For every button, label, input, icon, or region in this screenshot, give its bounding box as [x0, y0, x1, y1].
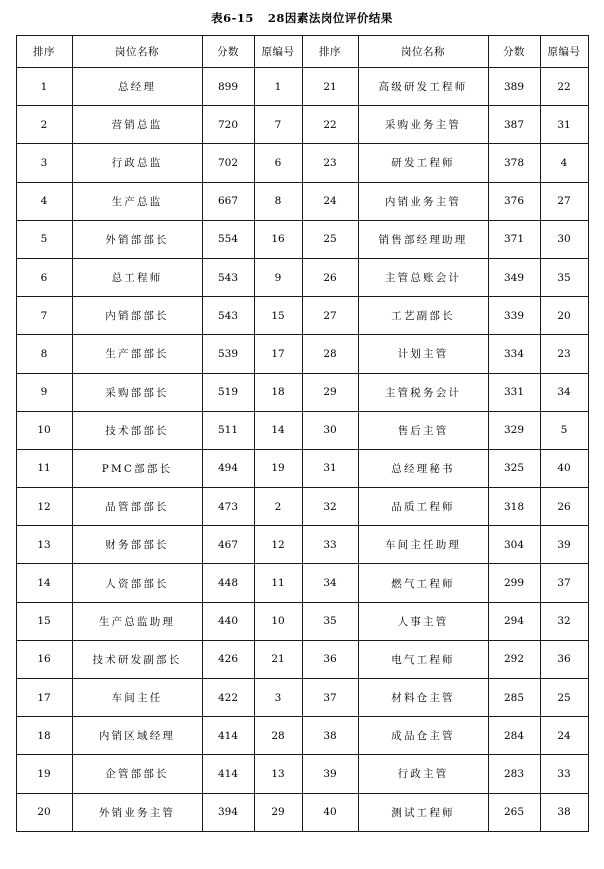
cell-origid-right: 30 — [540, 220, 588, 258]
cell-rank-right: 38 — [302, 717, 358, 755]
cell-score-left: 720 — [202, 106, 254, 144]
cell-rank-left: 20 — [16, 793, 72, 831]
cell-score-right: 349 — [488, 258, 540, 296]
cell-position-right: 内销业务主管 — [358, 182, 488, 220]
cell-origid-left: 29 — [254, 793, 302, 831]
evaluation-table — [16, 35, 589, 832]
cell-score-right: 318 — [488, 488, 540, 526]
cell-rank-left: 2 — [16, 106, 72, 144]
cell-position-right: 售后主管 — [358, 411, 488, 449]
cell-origid-right: 31 — [540, 106, 588, 144]
cell-origid-left: 19 — [254, 449, 302, 487]
cell-origid-left: 12 — [254, 526, 302, 564]
cell-score-right: 292 — [488, 640, 540, 678]
cell-position-right: 工艺副部长 — [358, 297, 488, 335]
cell-rank-right: 27 — [302, 297, 358, 335]
cell-position-left: 技术部部长 — [72, 411, 202, 449]
cell-origid-left: 6 — [254, 144, 302, 182]
cell-score-right: 378 — [488, 144, 540, 182]
table-row — [16, 526, 588, 564]
cell-rank-right: 32 — [302, 488, 358, 526]
cell-position-left: 人资部部长 — [72, 564, 202, 602]
cell-score-left: 414 — [202, 717, 254, 755]
cell-origid-left: 9 — [254, 258, 302, 296]
cell-position-left: 生产部部长 — [72, 335, 202, 373]
cell-position-right: 采购业务主管 — [358, 106, 488, 144]
table-number: 表6-15 — [211, 11, 254, 25]
cell-position-right: 研发工程师 — [358, 144, 488, 182]
cell-origid-right: 38 — [540, 793, 588, 831]
cell-score-left: 511 — [202, 411, 254, 449]
column-header-score-left: 分数 — [202, 36, 254, 68]
cell-score-left: 473 — [202, 488, 254, 526]
cell-origid-left: 7 — [254, 106, 302, 144]
table-row — [16, 411, 588, 449]
cell-origid-right: 4 — [540, 144, 588, 182]
cell-origid-left: 11 — [254, 564, 302, 602]
cell-position-right: 人事主管 — [358, 602, 488, 640]
cell-rank-right: 25 — [302, 220, 358, 258]
cell-score-right: 331 — [488, 373, 540, 411]
cell-rank-right: 23 — [302, 144, 358, 182]
cell-rank-left: 4 — [16, 182, 72, 220]
cell-rank-left: 7 — [16, 297, 72, 335]
cell-position-right: 材料仓主管 — [358, 679, 488, 717]
cell-score-left: 519 — [202, 373, 254, 411]
table-row — [16, 335, 588, 373]
cell-origid-right: 22 — [540, 68, 588, 106]
cell-rank-right: 40 — [302, 793, 358, 831]
cell-position-left: PMC部部长 — [72, 449, 202, 487]
cell-position-left: 内销区域经理 — [72, 717, 202, 755]
column-header-score-right: 分数 — [488, 36, 540, 68]
cell-rank-left: 19 — [16, 755, 72, 793]
cell-position-left: 外销部部长 — [72, 220, 202, 258]
cell-score-right: 283 — [488, 755, 540, 793]
cell-position-right: 计划主管 — [358, 335, 488, 373]
column-header-origid-right: 原编号 — [540, 36, 588, 68]
cell-rank-right: 39 — [302, 755, 358, 793]
table-row — [16, 640, 588, 678]
cell-origid-left: 17 — [254, 335, 302, 373]
cell-rank-left: 1 — [16, 68, 72, 106]
cell-position-left: 生产总监助理 — [72, 602, 202, 640]
cell-score-right: 265 — [488, 793, 540, 831]
column-header-rank-right: 排序 — [302, 36, 358, 68]
table-row — [16, 373, 588, 411]
cell-origid-left: 2 — [254, 488, 302, 526]
cell-origid-right: 25 — [540, 679, 588, 717]
table-row — [16, 220, 588, 258]
cell-origid-right: 26 — [540, 488, 588, 526]
cell-rank-left: 17 — [16, 679, 72, 717]
column-header-origid-left: 原编号 — [254, 36, 302, 68]
cell-origid-left: 18 — [254, 373, 302, 411]
cell-position-right: 成品仓主管 — [358, 717, 488, 755]
cell-rank-left: 14 — [16, 564, 72, 602]
cell-score-left: 539 — [202, 335, 254, 373]
table-header-row — [16, 36, 588, 68]
cell-origid-right: 37 — [540, 564, 588, 602]
cell-score-left: 422 — [202, 679, 254, 717]
cell-position-right: 主管总账会计 — [358, 258, 488, 296]
cell-position-left: 采购部部长 — [72, 373, 202, 411]
cell-score-right: 325 — [488, 449, 540, 487]
cell-rank-left: 6 — [16, 258, 72, 296]
cell-position-left: 行政总监 — [72, 144, 202, 182]
cell-position-right: 测试工程师 — [358, 793, 488, 831]
cell-position-right: 销售部经理助理 — [358, 220, 488, 258]
cell-position-right: 车间主任助理 — [358, 526, 488, 564]
cell-origid-right: 23 — [540, 335, 588, 373]
cell-score-right: 334 — [488, 335, 540, 373]
cell-rank-right: 28 — [302, 335, 358, 373]
cell-score-left: 554 — [202, 220, 254, 258]
cell-score-left: 543 — [202, 258, 254, 296]
cell-score-left: 494 — [202, 449, 254, 487]
cell-position-left: 技术研发副部长 — [72, 640, 202, 678]
cell-position-left: 外销业务主管 — [72, 793, 202, 831]
cell-position-right: 品质工程师 — [358, 488, 488, 526]
table-caption — [0, 0, 604, 35]
table-row — [16, 679, 588, 717]
cell-rank-right: 37 — [302, 679, 358, 717]
cell-rank-left: 3 — [16, 144, 72, 182]
cell-position-right: 总经理秘书 — [358, 449, 488, 487]
table-row — [16, 717, 588, 755]
cell-origid-right: 32 — [540, 602, 588, 640]
cell-score-left: 414 — [202, 755, 254, 793]
cell-origid-right: 33 — [540, 755, 588, 793]
cell-rank-right: 29 — [302, 373, 358, 411]
cell-rank-left: 9 — [16, 373, 72, 411]
cell-origid-left: 8 — [254, 182, 302, 220]
cell-position-left: 品管部部长 — [72, 488, 202, 526]
cell-origid-left: 15 — [254, 297, 302, 335]
cell-origid-right: 39 — [540, 526, 588, 564]
cell-rank-left: 10 — [16, 411, 72, 449]
cell-rank-left: 12 — [16, 488, 72, 526]
cell-score-left: 899 — [202, 68, 254, 106]
cell-rank-left: 11 — [16, 449, 72, 487]
cell-rank-left: 8 — [16, 335, 72, 373]
cell-score-left: 702 — [202, 144, 254, 182]
cell-score-right: 304 — [488, 526, 540, 564]
table-row — [16, 106, 588, 144]
table-row — [16, 144, 588, 182]
cell-rank-right: 22 — [302, 106, 358, 144]
cell-position-right: 主管税务会计 — [358, 373, 488, 411]
table-row — [16, 488, 588, 526]
cell-position-right: 电气工程师 — [358, 640, 488, 678]
cell-origid-right: 40 — [540, 449, 588, 487]
cell-origid-right: 20 — [540, 297, 588, 335]
cell-score-right: 339 — [488, 297, 540, 335]
cell-origid-right: 27 — [540, 182, 588, 220]
cell-position-left: 车间主任 — [72, 679, 202, 717]
cell-score-left: 426 — [202, 640, 254, 678]
cell-origid-right: 34 — [540, 373, 588, 411]
cell-score-left: 543 — [202, 297, 254, 335]
cell-position-left: 营销总监 — [72, 106, 202, 144]
cell-score-right: 389 — [488, 68, 540, 106]
table-row — [16, 258, 588, 296]
cell-score-right: 285 — [488, 679, 540, 717]
cell-origid-left: 21 — [254, 640, 302, 678]
cell-origid-left: 10 — [254, 602, 302, 640]
cell-score-left: 467 — [202, 526, 254, 564]
cell-score-left: 394 — [202, 793, 254, 831]
table-row — [16, 755, 588, 793]
cell-score-left: 448 — [202, 564, 254, 602]
cell-position-left: 企管部部长 — [72, 755, 202, 793]
cell-origid-left: 16 — [254, 220, 302, 258]
cell-origid-left: 3 — [254, 679, 302, 717]
cell-rank-right: 33 — [302, 526, 358, 564]
cell-score-right: 387 — [488, 106, 540, 144]
cell-rank-right: 35 — [302, 602, 358, 640]
column-header-rank-left: 排序 — [16, 36, 72, 68]
cell-score-right: 329 — [488, 411, 540, 449]
cell-rank-left: 18 — [16, 717, 72, 755]
cell-position-left: 内销部部长 — [72, 297, 202, 335]
cell-score-right: 299 — [488, 564, 540, 602]
cell-position-left: 生产总监 — [72, 182, 202, 220]
cell-score-left: 440 — [202, 602, 254, 640]
cell-position-right: 燃气工程师 — [358, 564, 488, 602]
table-row — [16, 297, 588, 335]
cell-score-right: 376 — [488, 182, 540, 220]
cell-origid-left: 1 — [254, 68, 302, 106]
cell-score-left: 667 — [202, 182, 254, 220]
cell-position-left: 总经理 — [72, 68, 202, 106]
column-header-position-left: 岗位名称 — [72, 36, 202, 68]
cell-origid-right: 5 — [540, 411, 588, 449]
cell-score-right: 284 — [488, 717, 540, 755]
cell-score-right: 294 — [488, 602, 540, 640]
cell-position-left: 财务部部长 — [72, 526, 202, 564]
cell-rank-right: 21 — [302, 68, 358, 106]
cell-origid-left: 28 — [254, 717, 302, 755]
cell-position-left: 总工程师 — [72, 258, 202, 296]
cell-rank-right: 31 — [302, 449, 358, 487]
table-row — [16, 182, 588, 220]
table-row — [16, 793, 588, 831]
cell-origid-left: 14 — [254, 411, 302, 449]
cell-origid-right: 36 — [540, 640, 588, 678]
cell-rank-right: 26 — [302, 258, 358, 296]
cell-rank-left: 16 — [16, 640, 72, 678]
column-header-position-right: 岗位名称 — [358, 36, 488, 68]
table-row — [16, 602, 588, 640]
cell-score-right: 371 — [488, 220, 540, 258]
cell-rank-right: 24 — [302, 182, 358, 220]
cell-origid-right: 35 — [540, 258, 588, 296]
table-row — [16, 68, 588, 106]
table-row — [16, 564, 588, 602]
cell-rank-left: 15 — [16, 602, 72, 640]
cell-position-right: 高级研发工程师 — [358, 68, 488, 106]
cell-rank-right: 36 — [302, 640, 358, 678]
cell-rank-right: 34 — [302, 564, 358, 602]
table-title-text: 28因素法岗位评价结果 — [267, 11, 393, 25]
cell-rank-left: 13 — [16, 526, 72, 564]
cell-origid-left: 13 — [254, 755, 302, 793]
table-body — [16, 68, 588, 832]
cell-rank-left: 5 — [16, 220, 72, 258]
cell-origid-right: 24 — [540, 717, 588, 755]
cell-position-right: 行政主管 — [358, 755, 488, 793]
table-row — [16, 449, 588, 487]
cell-rank-right: 30 — [302, 411, 358, 449]
